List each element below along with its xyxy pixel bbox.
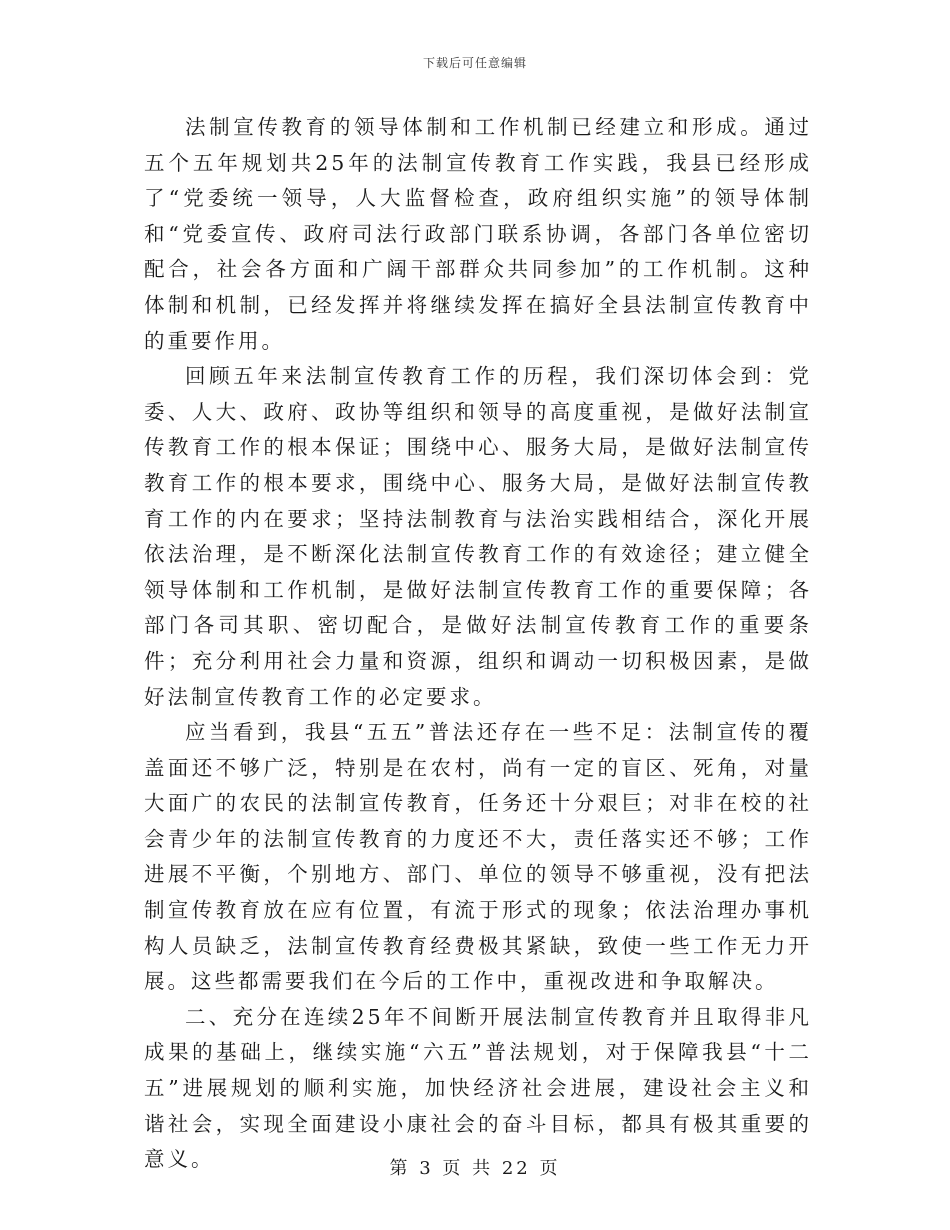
paragraph: 应当看到，我县“五五”普法还存在一些不足：法制宣传的覆盖面还不够广泛，特别是在农村，尚有一定的盲区、死角，对量大面广的农民的法制宣传教育，任务还十分艰巨；对非在校的社会青少年的法制宣传教育的力度还不大，责任落实还不够；工作进展不平衡，个别地方、部门、单位的领导不够重视，没有把法制宣传教育放在应有位置，有流于形式的现象；依法治理办事机构人员缺乏，法制宣传教育经费极其紧缺，致使一些工作无力开展。这些都需要我们在今后的工作中，重视改进和争取解决。	[144, 720, 812, 994]
body-text	[144, 110, 812, 1178]
paragraph: 回顾五年来法制宣传教育工作的历程，我们深切体会到：党委、人大、政府、政协等组织和领导的高度重视，是做好法制宣传教育工作的根本保证；围绕中心、服务大局，是做好法制宣传教育工作的根本要求，围绕中心、服务大局，是做好法制宣传教育工作的内在要求；坚持法制教育与法治实践相结合，深化开展依法治理，是不断深化法制宣传教育工作的有效途径；建立健全领导体制和工作机制，是做好法制宣传教育工作的重要保障；各部门各司其职、密切配合，是做好法制宣传教育工作的重要条件；充分利用社会力量和资源，组织和调动一切积极因素，是做好法制宣传教育工作的必定要求。	[144, 364, 812, 709]
paragraph: 二、充分在连续25年不间断开展法制宣传教育并且取得非凡成果的基础上，继续实施“六五”普法规划，对于保障我县“十二五”进展规划的顺利实施，加快经济社会进展，建设社会主义和谐社会，实现全面建设小康社会的奋斗目标，都具有极其重要的意义。	[144, 1004, 812, 1172]
paragraph: 法制宣传教育的领导体制和工作机制已经建立和形成。通过五个五年规划共25年的法制宣传教育工作实践，我县已经形成了“党委统一领导，人大监督检查，政府组织实施”的领导体制和“党委宣传、政府司法行政部门联系协调，各部门各单位密切配合，社会各方面和广阔干部群众共同参加”的工作机制。这种体制和机制，已经发挥并将继续发挥在搞好全县法制宣传教育中的重要作用。	[144, 115, 812, 353]
header-note: 下载后可任意编辑	[422, 56, 527, 70]
page-number: 第 3 页 共 22 页	[389, 1158, 561, 1179]
